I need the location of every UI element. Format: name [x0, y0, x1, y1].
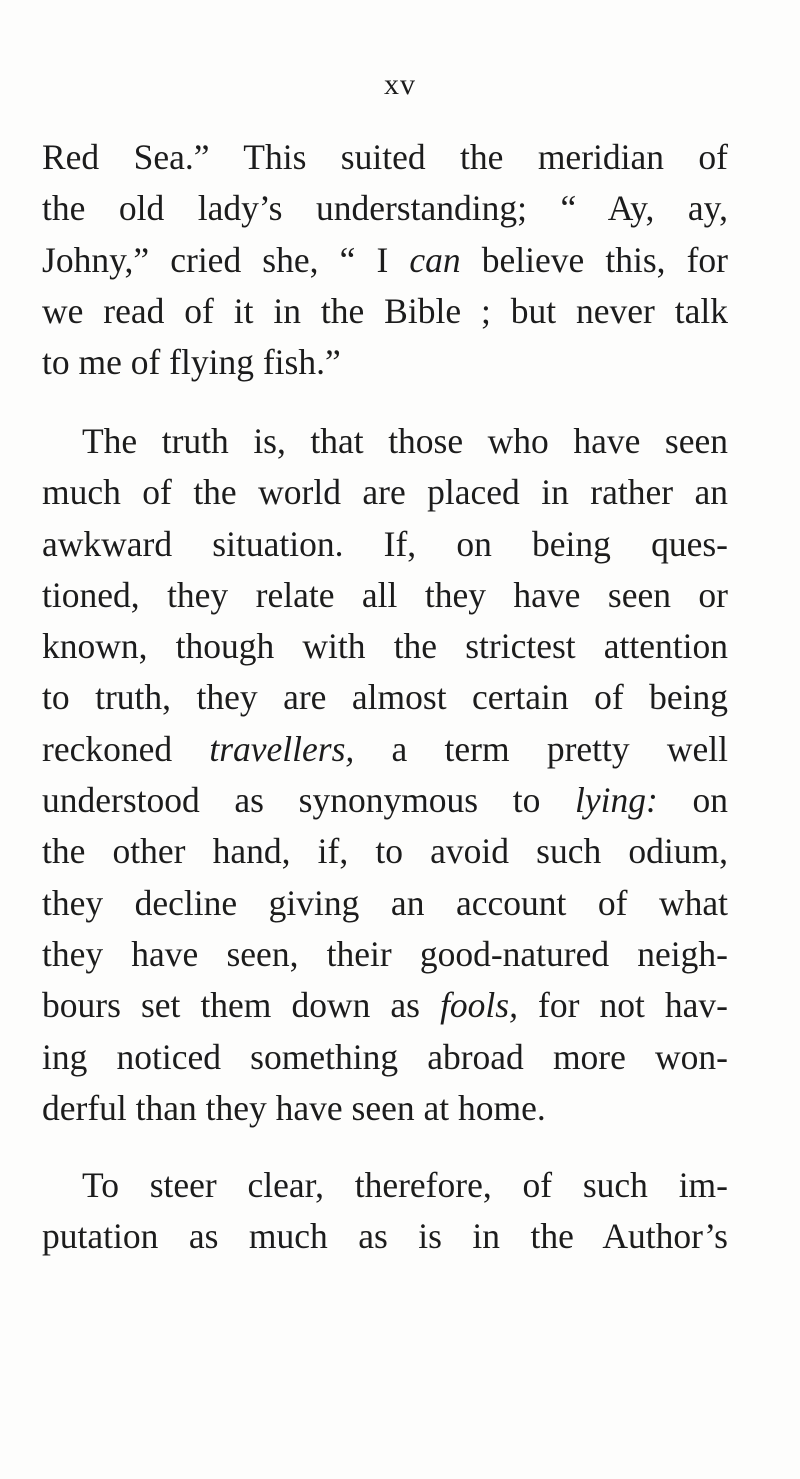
text-line — [42, 235, 728, 286]
text-line: to truth, they are almost certain of being — [42, 677, 728, 718]
paragraph-1 — [42, 132, 728, 388]
text-line: To steer clear, therefore, of such im- — [82, 1165, 728, 1205]
paragraph-2 — [42, 416, 728, 1134]
text-line — [42, 724, 728, 775]
text-line: awkward situation. If, on being ques- — [42, 523, 728, 564]
text-run: Johny,” cried she, “ I — [42, 239, 410, 280]
italic-text: fools, — [440, 985, 518, 1026]
text-line: The truth is, that those who have seen — [82, 421, 728, 461]
text-line: the old lady’s understanding; “ Ay, ay, — [42, 188, 728, 229]
paragraph-3 — [42, 1160, 728, 1263]
text-line: much of the world are placed in rather an — [42, 472, 728, 513]
text-line: to me of flying fish.” — [42, 342, 341, 383]
text-run: believe this, for — [481, 239, 729, 280]
italic-text: lying: — [575, 780, 658, 821]
text-run: a term pretty well — [354, 728, 728, 769]
text-run: understood as synonymous to — [42, 780, 576, 821]
text-run: reckoned — [42, 728, 210, 769]
text-line: putation as much as is in the Author’s — [42, 1216, 728, 1257]
text-line: they decline giving an account of what — [42, 882, 728, 923]
text-line: derful than they have seen at home. — [42, 1087, 546, 1128]
text-run: on — [657, 780, 729, 821]
italic-text: can — [409, 239, 461, 280]
text-line: they have seen, their good-natured neigh- — [42, 933, 728, 974]
text-line: the other hand, if, to avoid such odium, — [42, 831, 728, 872]
text-line — [42, 980, 728, 1031]
text-line — [42, 775, 728, 826]
text-line: Red Sea.” This suited the meridian of — [42, 137, 728, 177]
page-number: xv — [384, 68, 416, 101]
text-run: for not hav- — [517, 985, 728, 1026]
text-line: tioned, they relate all they have seen or — [42, 574, 728, 615]
italic-text: travellers, — [209, 728, 355, 769]
text-line: known, though with the strictest attention — [42, 626, 728, 667]
text-line: ing noticed something abroad more won- — [42, 1036, 728, 1077]
text-line: we read of it in the Bible ; but never talk — [42, 290, 728, 331]
text-run: bours set them down as — [42, 985, 441, 1026]
